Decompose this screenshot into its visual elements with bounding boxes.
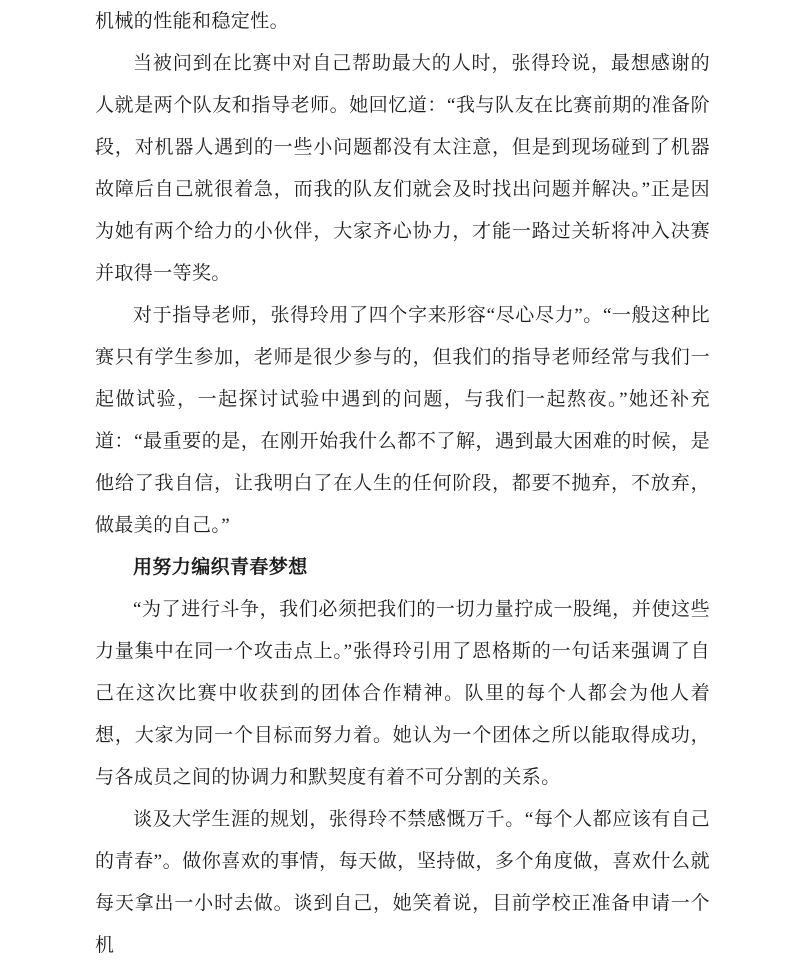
section-heading: 用努力编织青春梦想 [133,557,308,578]
paragraph: “为了进行斗争，我们必须把我们的一切力量拧成一股绳，并使这些力量集中在同一个攻击点上。”张得玲引用了恩格斯的一句话来强调了自己在这次比赛中收获到的团体合作精神。队里的每个人都会为他人着想，大家为同一个目标而努力着。她认为一个团体之所以能取得成功，与各成员之间的协调力和默契度有着不可分割的关系。 [95,599,710,788]
paragraph: 当被问到在比赛中对自己帮助最大的人时，张得玲说，最想感谢的人就是两个队友和指导老师。她回忆道：“我与队友在比赛前期的准备阶段，对机器人遇到的一些小问题都没有太注意，但是到现场碰到了机器故障后自己就很着急，而我的队友们就会及时找出问题并解决。”正是因为她有两个给力的小伙伴，大家齐心协力，才能一路过关斩将冲入决赛并取得一等奖。 [95,53,710,284]
paragraph: 对于指导老师，张得玲用了四个字来形容“尽心尽力”。“一般这种比赛只有学生参加，老师是很少参与的，但我们的指导老师经常与我们一起做试验，一起探讨试验中遇到的问题，与我们一起熬夜。”她还补充道：“最重要的是，在刚开始我什么都不了解，遇到最大困难的时候，是他给了我自信，让我明白了在人生的任何阶段，都要不抛弃，不放弃，做最美的自己。” [95,305,710,536]
paragraph-continuation: 机械的性能和稳定性。 [95,11,290,32]
document-body-text [95,1,710,967]
paragraph: 谈及大学生涯的规划，张得玲不禁感慨万千。“每个人都应该有自己的青春”。做你喜欢的事情，每天做，坚持做，多个角度做，喜欢什么就每天拿出一小时去做。谈到自己，她笑着说，目前学校正准备申请一个机 [95,809,710,956]
